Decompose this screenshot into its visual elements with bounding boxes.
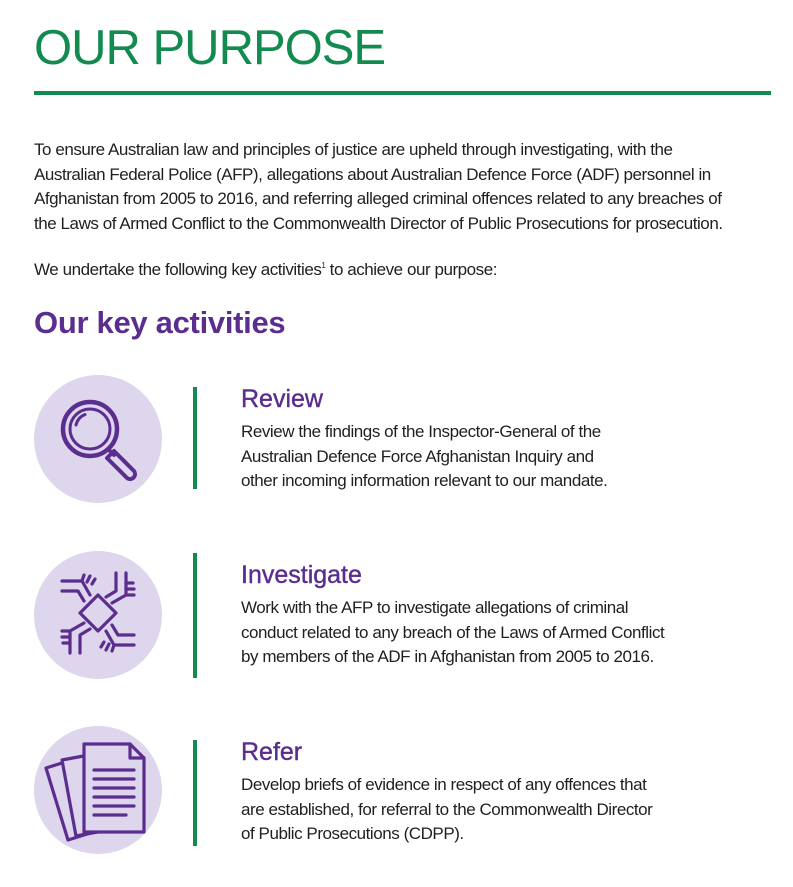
intro-text: We undertake the following key activities (34, 260, 322, 279)
section-heading: Our key activities (34, 305, 286, 340)
magnifying-glass-icon (34, 375, 162, 503)
activity-divider (193, 553, 197, 678)
purpose-line: Afghanistan from 2005 to 2016, and referring alleged criminal offences related to any breaches of (34, 189, 722, 208)
page-title: OUR PURPOSE (34, 21, 386, 75)
description-line: Develop briefs of evidence in respect of any offences that (241, 775, 647, 794)
description-line: Work with the AFP to investigate allegations of criminal (241, 598, 629, 617)
description-line: by members of the ADF in Afghanistan from 2005 to 2016. (241, 647, 654, 666)
activity-description (241, 596, 664, 670)
investigate-icon-circle (34, 551, 162, 679)
activity-refer (0, 726, 793, 866)
purpose-line: Australian Federal Police (AFP), allegations about Australian Defence Force (ADF) personnel in (34, 164, 711, 184)
activity-title: Review (241, 385, 323, 413)
activity-investigate (0, 551, 793, 691)
intro-text-end: to achieve our purpose: (325, 260, 497, 279)
description-line: Review the findings of the Inspector-General of the (241, 422, 601, 441)
interlocking-hands-icon (34, 551, 162, 679)
documents-icon (34, 726, 162, 854)
description-line: other incoming information relevant to our mandate. (241, 471, 608, 490)
description-line: conduct related to any breach of the Laws of Armed Conflict (241, 622, 665, 642)
refer-icon-circle (34, 726, 162, 854)
purpose-line: To ensure Australian law and principles of justice are upheld through investigating, with the (34, 140, 673, 159)
description-line: are established, for referral to the Commonwealth Director (241, 799, 653, 819)
activity-title: Refer (241, 738, 303, 766)
purpose-statement (34, 138, 774, 236)
activity-description (241, 773, 652, 847)
activity-title: Investigate (241, 561, 362, 589)
activity-description (241, 420, 607, 494)
purpose-line: the Laws of Armed Conflict to the Commonwealth Director of Public Prosecutions for prosecution. (34, 213, 723, 233)
description-line: Australian Defence Force Afghanistan Inquiry and (241, 446, 594, 466)
activity-review (0, 375, 793, 515)
activities-intro (34, 254, 497, 282)
activity-divider (193, 740, 197, 846)
title-divider (34, 91, 771, 95)
activity-divider (193, 387, 197, 489)
footnote-marker: 1 (321, 261, 326, 270)
description-line: of Public Prosecutions (CDPP). (241, 824, 464, 843)
review-icon-circle (34, 375, 162, 503)
